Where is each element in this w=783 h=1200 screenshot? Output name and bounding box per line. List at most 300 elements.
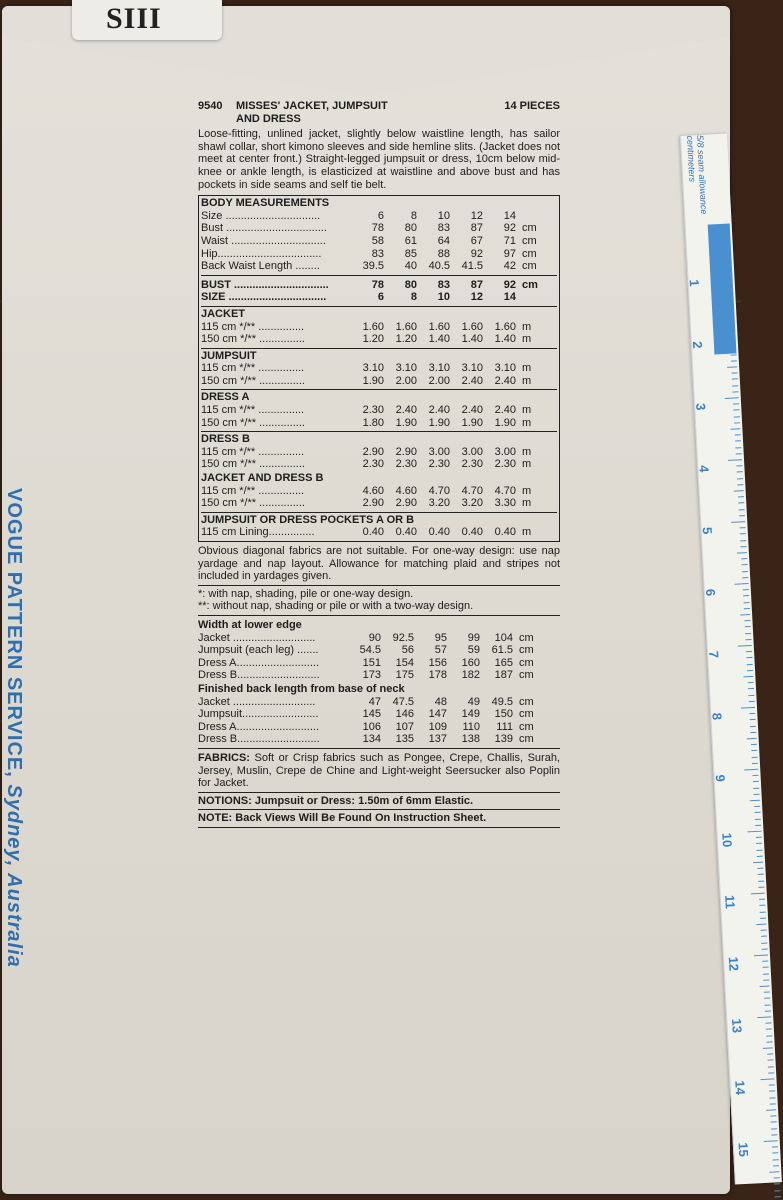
- fabrics-label: FABRICS:: [198, 751, 250, 764]
- row-unit: m: [522, 484, 532, 497]
- row-unit: cm: [519, 631, 534, 644]
- ruler-tick: [754, 806, 760, 807]
- ruler-tick: [766, 1023, 772, 1024]
- measurement-row: [201, 321, 557, 334]
- pattern-header: [198, 100, 560, 113]
- ruler-tick: [730, 354, 736, 355]
- row-value: 83: [437, 222, 450, 235]
- ruler-tick: [754, 794, 760, 795]
- pattern-number: 9540: [198, 100, 223, 112]
- row-value: 2.00: [428, 374, 450, 387]
- pattern-pieces: 14 PIECES: [504, 100, 560, 112]
- ruler-tick: [765, 1004, 771, 1005]
- row-value: 48: [434, 695, 447, 708]
- ruler-tick: [762, 961, 768, 962]
- row-value: 104: [494, 631, 513, 644]
- row-value: 90: [368, 631, 381, 644]
- ruler-tick: [753, 775, 759, 776]
- ruler-tick: [750, 725, 756, 726]
- row-value: 8: [410, 291, 417, 304]
- measurement-row: [201, 446, 557, 459]
- row-value: 3.00: [494, 445, 516, 458]
- measurement-row: [198, 696, 560, 709]
- row-value: 182: [461, 669, 480, 682]
- row-value: 2.40: [494, 404, 516, 417]
- measurement-row: [201, 260, 557, 273]
- measurement-row: [201, 485, 557, 498]
- ruler-tick: [771, 1128, 777, 1129]
- ruler-tick: [767, 1041, 773, 1042]
- row-label: 115 cm */** ...............: [201, 445, 305, 458]
- ruler-tick: [765, 1010, 771, 1011]
- measurement-row: [201, 222, 557, 235]
- row-value: 2.30: [362, 458, 384, 471]
- row-value: 61: [404, 234, 417, 247]
- ruler-tick: [753, 781, 759, 782]
- row-unit: cm: [519, 644, 534, 657]
- ruler-cm-label: 14: [732, 1080, 748, 1096]
- ruler-tick: [733, 410, 739, 411]
- ruler-tick: [738, 503, 744, 504]
- measurement-row: [198, 669, 560, 682]
- ruler-tick: [759, 905, 765, 906]
- row-unit: m: [522, 416, 532, 429]
- row-value: 97: [503, 247, 516, 260]
- row-value: 0.40: [395, 526, 417, 539]
- ruler-tick: [738, 645, 752, 647]
- ruler-tick: [753, 862, 763, 864]
- row-value: 0.40: [461, 526, 483, 539]
- row-unit: cm: [519, 720, 534, 733]
- yardage-group-title: DRESS B: [201, 433, 250, 446]
- row-label: SIZE ................................: [201, 291, 327, 304]
- row-value: 2.30: [461, 458, 483, 471]
- row-value: 1.90: [494, 416, 516, 429]
- row-value: 178: [428, 669, 447, 682]
- measurement-row: [198, 733, 560, 746]
- divider: [201, 389, 557, 390]
- row-value: 12: [470, 291, 483, 304]
- row-value: 1.80: [362, 416, 384, 429]
- measurement-row: [201, 210, 557, 223]
- ruler-tick: [770, 1103, 776, 1104]
- measurement-row: [201, 458, 557, 471]
- divider: [198, 827, 560, 828]
- ruler-tick: [741, 546, 747, 547]
- row-label: Jacket ...........................: [198, 631, 316, 644]
- row-value: 109: [428, 720, 447, 733]
- divider: [198, 585, 560, 586]
- row-value: 2.30: [494, 458, 516, 471]
- row-value: 2.40: [494, 374, 516, 387]
- row-value: 1.90: [461, 416, 483, 429]
- ruler-tick: [732, 379, 738, 380]
- row-value: 12: [470, 209, 483, 222]
- ruler-tick: [774, 1184, 780, 1185]
- row-label: 115 cm */** ...............: [201, 404, 305, 417]
- row-value: 1.90: [428, 416, 450, 429]
- measurement-row: [201, 279, 557, 292]
- row-label: Waist ...............................: [201, 234, 326, 247]
- row-value: 59: [467, 644, 480, 657]
- row-value: 1.60: [461, 320, 483, 333]
- ruler-tick: [773, 1165, 779, 1166]
- row-unit: cm: [522, 260, 537, 273]
- ruler-tick: [758, 886, 764, 887]
- ruler-tick: [771, 1122, 777, 1123]
- measurement-row: [198, 657, 560, 670]
- row-value: 78: [371, 222, 384, 235]
- row-label: Dress B...........................: [198, 733, 320, 746]
- row-label: 115 cm Lining...............: [201, 526, 315, 539]
- ruler-tick: [760, 1078, 774, 1080]
- yardage-group-title: JACKET AND DRESS B: [201, 472, 324, 485]
- row-value: 146: [395, 708, 414, 721]
- row-value: 71: [503, 234, 516, 247]
- row-value: 88: [437, 247, 450, 260]
- row-value: 10: [437, 291, 450, 304]
- divider: [201, 431, 557, 432]
- ruler-tick: [736, 453, 742, 454]
- ruler-tick: [725, 397, 739, 399]
- measurement-row: [198, 632, 560, 645]
- row-unit: cm: [519, 708, 534, 721]
- pattern-back-text: [198, 100, 560, 828]
- ruler-tick: [745, 626, 751, 627]
- row-unit: cm: [522, 278, 538, 291]
- ruler-tick: [737, 484, 743, 485]
- row-value: 39.5: [362, 260, 384, 273]
- yardage-group-title: DRESS A: [201, 391, 250, 404]
- row-value: 47: [368, 695, 381, 708]
- ruler-tick: [756, 924, 766, 926]
- row-unit: m: [522, 320, 532, 333]
- ruler-tick: [743, 676, 753, 678]
- pattern-description: Loose-fitting, unlined jacket, slightly below waistline length, has sailor shawl collar, short kimono sleeves and side hemline slits. (Jacket does not meet at center front.) Straight-legged jumpsuit or dress, 10cm below mid-knee or ankle length, is elasticized at waistline and above bust and has pockets in side seams and self tie belt.: [198, 128, 560, 191]
- ruler-tick: [761, 930, 767, 931]
- row-value: 2.30: [395, 458, 417, 471]
- row-value: 80: [404, 278, 417, 291]
- ruler-tick: [752, 756, 758, 757]
- row-value: 40.5: [428, 260, 450, 273]
- ruler-tick: [727, 366, 737, 368]
- divider: [201, 275, 557, 276]
- row-value: 92: [503, 222, 516, 235]
- ruler-tick: [747, 738, 757, 740]
- ruler-tick: [737, 478, 743, 479]
- ruler-tick: [745, 633, 751, 634]
- notions-text: Jumpsuit or Dress: 1.50m of 6mm Elastic.: [254, 794, 474, 807]
- row-value: 57: [434, 644, 447, 657]
- row-value: 1.90: [395, 416, 417, 429]
- ruler-cm-label: 5: [699, 526, 715, 535]
- ruler-tick: [768, 1072, 774, 1073]
- ruler-tick: [757, 855, 763, 856]
- ruler-tick: [756, 849, 762, 850]
- row-value: 47.5: [392, 695, 414, 708]
- ruler-tick: [741, 707, 755, 709]
- row-unit: m: [522, 374, 532, 387]
- ruler-tick: [733, 403, 739, 404]
- ruler-tick: [772, 1153, 778, 1154]
- ruler-tick: [756, 843, 762, 844]
- row-value: 67: [470, 234, 483, 247]
- ruler-tick: [732, 391, 738, 392]
- row-value: 2.90: [395, 445, 417, 458]
- ruler-cm-label: 9: [712, 774, 728, 783]
- ruler-tick: [766, 1029, 772, 1030]
- side-publisher-text: [3, 488, 25, 994]
- yardage-group-title: JACKET: [201, 307, 246, 320]
- ruler-tick: [767, 1060, 773, 1061]
- ruler-tick: [746, 657, 752, 658]
- row-value: 4.70: [494, 484, 516, 497]
- row-value: 54.5: [359, 644, 381, 657]
- ruler-tick: [735, 434, 741, 435]
- ruler-tick: [760, 911, 766, 912]
- ruler-tick: [761, 936, 767, 937]
- row-value: 1.60: [494, 320, 516, 333]
- row-label: Back Waist Length ........: [201, 260, 320, 273]
- row-value: 6: [377, 291, 384, 304]
- row-label: 150 cm */** ...............: [201, 497, 305, 510]
- row-label: BUST ...............................: [201, 278, 329, 291]
- row-label: Dress A...........................: [198, 720, 320, 733]
- row-value: 154: [395, 656, 414, 669]
- ruler-tick: [742, 571, 748, 572]
- ruler-tick: [760, 985, 770, 987]
- row-value: 83: [371, 247, 384, 260]
- row-value: 3.10: [494, 362, 516, 375]
- ruler-tick: [745, 639, 751, 640]
- ruler-tick: [756, 837, 762, 838]
- ruler-cm-label: 1: [686, 278, 703, 287]
- row-value: 147: [428, 708, 447, 721]
- row-value: 92: [503, 278, 516, 291]
- row-value: 99: [467, 631, 480, 644]
- ruler-tick: [748, 694, 754, 695]
- ruler-tick: [753, 787, 759, 788]
- ruler-tick: [761, 942, 767, 943]
- ruler-cm-label: 12: [725, 956, 742, 972]
- ruler-tick: [741, 558, 747, 559]
- fabrics-text: Soft or Crisp fabrics such as Pongee, Crepe, Challis, Surah, Jersey, Muslin, Crepe de Chine and Light-weight Seersucker also Poplin for Jacket.: [198, 751, 560, 790]
- row-value: 156: [428, 656, 447, 669]
- row-value: 4.70: [461, 484, 483, 497]
- row-value: 14: [503, 291, 516, 304]
- row-value: 1.40: [428, 333, 450, 346]
- row-label: Dress B...........................: [198, 669, 320, 682]
- row-value: 134: [362, 733, 381, 746]
- ruler-tick: [758, 880, 764, 881]
- ruler-tick: [735, 583, 749, 585]
- ruler-tick: [731, 373, 737, 374]
- row-value: 137: [428, 733, 447, 746]
- ruler-tick: [746, 651, 752, 652]
- row-value: 2.40: [428, 404, 450, 417]
- ruler-tick: [731, 360, 737, 361]
- notions-label: NOTIONS:: [198, 794, 252, 807]
- row-label: 150 cm */** ...............: [201, 416, 305, 429]
- nap-notes: [198, 588, 560, 613]
- row-value: 107: [395, 720, 414, 733]
- row-value: 3.20: [461, 497, 483, 510]
- side-publisher: VOGUE PATTERN SERVICE,: [3, 488, 25, 778]
- ruler-tick: [744, 608, 750, 609]
- row-value: 4.60: [395, 484, 417, 497]
- top-tab-text: SIII: [106, 2, 162, 35]
- ruler-tick: [755, 818, 761, 819]
- measurement-box: [198, 195, 560, 542]
- row-label: 150 cm */** ...............: [201, 333, 305, 346]
- ruler-tick: [744, 620, 750, 621]
- measurement-row: [198, 644, 560, 657]
- back-length-title: Finished back length from base of neck: [198, 682, 405, 695]
- row-value: 173: [362, 669, 381, 682]
- ruler-tick: [763, 979, 769, 980]
- ruler-cm-label: 7: [706, 650, 722, 659]
- ruler-tick: [737, 552, 747, 554]
- row-value: 2.90: [362, 445, 384, 458]
- row-unit: m: [522, 445, 532, 458]
- yardage-group-title: JUMPSUIT OR DRESS POCKETS A OR B: [201, 513, 415, 526]
- ruler-tick: [750, 719, 756, 720]
- row-value: 8: [410, 209, 417, 222]
- ruler-tick: [760, 917, 766, 918]
- ruler-tick: [742, 564, 748, 565]
- ruler-tick: [740, 533, 746, 534]
- ruler-cm-label: 11: [722, 894, 738, 910]
- ruler-tick: [757, 868, 763, 869]
- ruler-tick: [755, 812, 761, 813]
- ruler-tick: [762, 948, 768, 949]
- ruler-tick: [770, 1115, 776, 1116]
- ruler-cm-label: 8: [709, 712, 725, 721]
- row-value: 165: [494, 656, 513, 669]
- ruler-tick: [738, 496, 744, 497]
- ruler-tick: [764, 1140, 778, 1142]
- row-value: 3.00: [428, 445, 450, 458]
- measurement-row: [201, 333, 557, 346]
- ruler-tick: [763, 1047, 773, 1049]
- notions-section: [198, 795, 560, 808]
- row-label: 115 cm */** ...............: [201, 320, 305, 333]
- measurement-row: [201, 362, 557, 375]
- measurement-row: [201, 404, 557, 417]
- row-value: 2.30: [362, 404, 384, 417]
- row-label: Size ...............................: [201, 209, 321, 222]
- row-value: 3.10: [362, 362, 384, 375]
- ruler-tick: [769, 1097, 775, 1098]
- ruler-cm-label: 6: [702, 588, 719, 597]
- row-value: 3.10: [461, 362, 483, 375]
- row-value: 3.30: [494, 497, 516, 510]
- row-label: Jumpsuit (each leg) .......: [198, 644, 319, 657]
- row-value: 56: [401, 644, 414, 657]
- measurement-row: [201, 235, 557, 248]
- measurement-row: [201, 497, 557, 510]
- row-value: 3.10: [428, 362, 450, 375]
- ruler-tick: [728, 459, 742, 461]
- row-value: 1.60: [428, 320, 450, 333]
- ruler-tick: [743, 595, 749, 596]
- measurement-row: [198, 708, 560, 721]
- ruler-tick: [766, 1109, 776, 1111]
- ruler-tick: [743, 589, 749, 590]
- ruler-tick: [739, 509, 745, 510]
- ruler-tick: [740, 614, 750, 616]
- row-value: 3.10: [395, 362, 417, 375]
- divider: [198, 809, 560, 810]
- row-value: 0.40: [428, 526, 450, 539]
- ruler-tick: [732, 385, 738, 386]
- body-measurements-title: BODY MEASUREMENTS: [201, 197, 330, 210]
- row-value: 149: [461, 708, 480, 721]
- measurement-row: [201, 375, 557, 388]
- ruler-tick: [747, 831, 761, 833]
- ruler-tick: [740, 540, 746, 541]
- row-value: 151: [362, 656, 381, 669]
- row-value: 1.40: [461, 333, 483, 346]
- divider: [198, 792, 560, 793]
- ruler-tick: [768, 1066, 774, 1067]
- back-views-note: NOTE: Back Views Will Be Found On Instruction Sheet.: [198, 812, 487, 825]
- row-value: 61.5: [491, 644, 513, 657]
- ruler-tick: [730, 428, 740, 430]
- row-value: 64: [437, 234, 450, 247]
- row-unit: cm: [522, 247, 537, 260]
- row-value: 2.30: [428, 458, 450, 471]
- ruler-tick: [769, 1091, 775, 1092]
- ruler-cm-label: 2: [689, 340, 706, 349]
- row-value: 1.60: [362, 320, 384, 333]
- ruler-tick: [731, 521, 745, 523]
- fabric-note: Obvious diagonal fabrics are not suitable. For one-way design: use nap yardage and nap layout. Allowance for matching plaid and stripes not included in yardages given.: [198, 545, 560, 583]
- row-unit: m: [522, 333, 532, 346]
- ruler-tick: [734, 490, 744, 492]
- ruler-tick: [735, 447, 741, 448]
- ruler-tick: [752, 763, 758, 764]
- row-value: 111: [496, 720, 513, 733]
- row-unit: m: [522, 362, 532, 375]
- ruler-tick: [749, 701, 755, 702]
- ruler-tick: [751, 750, 757, 751]
- ruler-tick: [774, 1177, 780, 1178]
- row-value: 87: [470, 278, 483, 291]
- ruler-tick: [734, 416, 740, 417]
- ruler-head-label: 5/8 seam allowance centimeters: [684, 134, 710, 215]
- pattern-subtitle: AND DRESS: [236, 112, 301, 125]
- row-value: 2.90: [362, 497, 384, 510]
- row-value: 2.40: [395, 404, 417, 417]
- ruler-tick: [748, 688, 754, 689]
- ruler-tick: [754, 955, 768, 957]
- row-value: 4.70: [428, 484, 450, 497]
- ruler-tick: [775, 1196, 781, 1197]
- ruler-tick: [769, 1171, 779, 1173]
- ruler-tick: [772, 1146, 778, 1147]
- divider: [201, 348, 557, 349]
- measurement-row: [198, 721, 560, 734]
- ruler-tick: [744, 769, 758, 771]
- row-label: 115 cm */** ...............: [201, 484, 305, 497]
- ruler-tick: [764, 998, 770, 999]
- row-value: 3.00: [461, 445, 483, 458]
- ruler-tick: [759, 899, 765, 900]
- ruler-tick: [771, 1134, 777, 1135]
- row-value: 80: [404, 222, 417, 235]
- ruler-tick: [747, 670, 753, 671]
